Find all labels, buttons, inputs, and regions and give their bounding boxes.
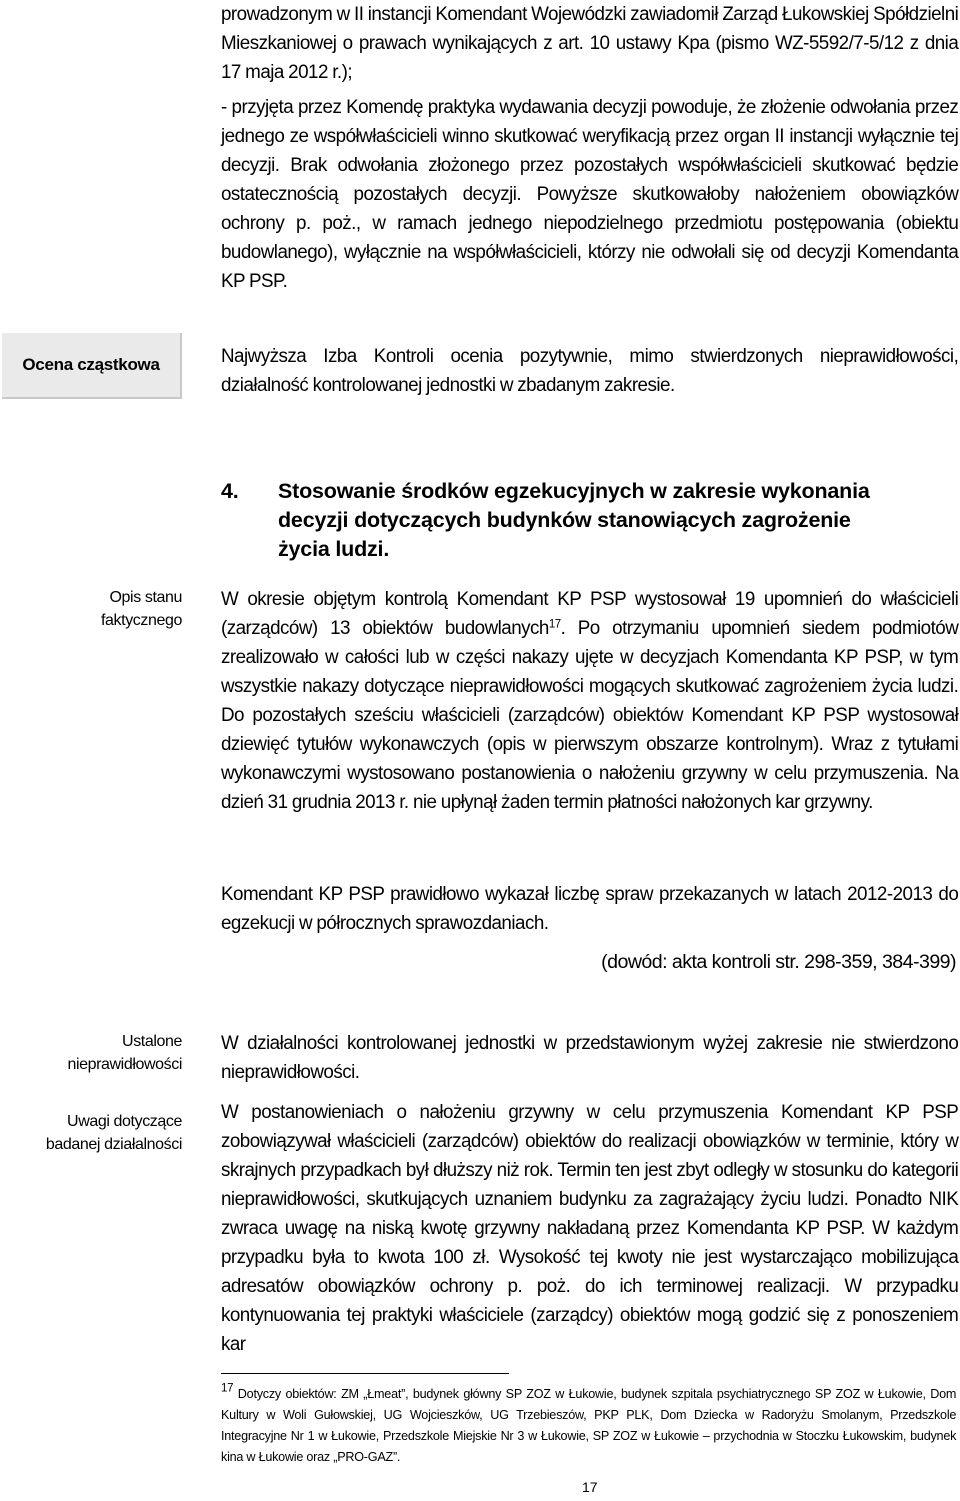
ocena-text: Najwyższa Izba Kontroli ocenia pozytywnie, mimo stwierdzonych nieprawidłowości, działalność kontrolowanej jednostki w zbadanym zakresie.	[221, 345, 959, 396]
uwagi-label-line-1: Uwagi dotyczące	[67, 1113, 182, 1130]
opis-paragraph-1a: W okresie objętym kontrolą Komendant KP PSP wystosował 19 upomnień do właścicieli (zarządców) 13 obiektów budowlanych	[221, 588, 959, 639]
paragraph-praktyka: - przyjęta przez Komendę praktyka wydawania decyzji powoduje, że złożenie odwołania przez jednego ze współwłaścicieli winno skutkować weryfikacją przez organ II instancji wyłącznie tej decyzji. Brak odwołania złożonego przez pozostałych współwłaścicieli skutkować będzie ostatecznością pozostałych decyzji. Powyższe skutkowałoby nałożeniem obowiązków ochrony p. poż., w ramach jednego niepodzielnego przedmiotu postępowania (obiektu budowlanego), wyłącznie na współwłaścicieli, którzy nie odwołali się od decyzji Komendanta KP PSP.	[221, 96, 959, 292]
uwagi-label-line-2: badanej działalności	[45, 1136, 182, 1153]
footnote-ref: 17	[548, 616, 561, 631]
opis-label	[2, 586, 182, 632]
opis-label-line-1: Opis stanu	[109, 589, 182, 606]
page-number: 17	[582, 1479, 598, 1495]
opis-paragraph-2: Komendant KP PSP prawidłowo wykazał liczbę spraw przekazanych w latach 2012-2013 do egzekucji w półrocznych sprawozdaniach.	[221, 883, 959, 934]
ocena-label: Ocena cząstkowa	[22, 355, 160, 374]
footnote-text: Dotyczy obiektów: ZM „Łmeat”, budynek główny SP ZOZ w Łukowie, budynek szpitala psychiatrycznego SP ZOZ w Łukowie, Dom Kultury w Woli Gułowskiej, UG Wojcieszków, UG Trzebieszów, PKP PLK, Dom Dziecka w Radoryżu Smolanym, Przedszkole Integracyjne Nr 1 w Łukowie, Przedszkole Miejskie Nr 3 w Łukowie, SP ZOZ w Łukowie – przychodnia w Stoczku Łukowskim, budynek kina w Łukowie oraz „PRO-GAZ”.	[221, 1386, 957, 1464]
section-title-line-1: Stosowanie środków egzekucyjnych w zakresie wykonania	[278, 479, 870, 503]
opis-paragraph-1b: . Po otrzymaniu upomnień siedem podmiotów zrealizowało w całości lub w części nakazy ujęte w decyzjach Komendanta KP PSP, w tym wszystkie nakazy dotyczące nieprawidłowości mogących skutkować zagrożeniem życia ludzi. Do pozostałych sześciu właścicieli (zarządców) obiektów Komendant KP PSP wystosował dziewięć tytułów wykonawczych (opis w pierwszym obszarze kontrolnym). Wraz z tytułami wykonawczymi wystosowano postanowienia o nałożeniu grzywny w celu przymuszenia. Na dzień 31 grudnia 2013 r. nie upłynął żaden termin płatności nałożonych kar grzywny.	[221, 617, 959, 813]
footnote-number: 17	[221, 1380, 234, 1395]
opis-paragraph-1	[221, 585, 958, 817]
ustalone-paragraph-1: W działalności kontrolowanej jednostki w przedstawionym wyżej zakresie nie stwierdzono nieprawidłowości.	[221, 1032, 959, 1083]
dowod-reference: (dowód: akta kontroli str. 298-359, 384-399)	[601, 951, 956, 973]
ocena-label-box	[2, 333, 182, 399]
section-title-line-2: decyzji dotyczących budynków stanowiących zagrożenie	[278, 508, 851, 532]
footnote	[221, 1380, 957, 1467]
opis-label-line-2: faktycznego	[101, 612, 182, 629]
ustalone-labels	[2, 1030, 182, 1156]
section-number: 4.	[221, 479, 239, 503]
section-title-line-3: życia ludzi.	[278, 537, 390, 561]
section-heading	[221, 477, 960, 564]
uwagi-paragraph: W postanowieniach o nałożeniu grzywny w celu przymuszenia Komendant KP PSP zobowiązywał właścicieli (zarządców) obiektów do realizacji obowiązków w terminie, który w skrajnych przypadkach był dłuższy niż rok. Termin ten jest zbyt odległy w stosunku do kategorii nieprawidłowości, skutkujących uznaniem budynku za zagrażający życiu ludzi. Ponadto NIK zwraca uwagę na niską kwotę grzywny nakładaną przez Komendanta KP PSP. W każdym przypadku była to kwota 100 zł. Wysokość tej kwoty nie jest wystarczająco mobilizująca adresatów obowiązków ochrony p. poż. do ich terminowej realizacji. W przypadku kontynuowania tej praktyki właściciele (zarządcy) obiektów mogą godzić się z ponoszeniem kar	[221, 1101, 959, 1355]
paragraph-intro: prowadzonym w II instancji Komendant Wojewódzki zawiadomił Zarząd Łukowskiej Spółdzielni Mieszkaniowej o prawach wynikających z art. 10 ustawy Kpa (pismo WZ-5592/7-5/12 z dnia 17 maja 2012 r.);	[221, 3, 959, 83]
footnote-separator	[221, 1373, 509, 1374]
ustalone-label-line-2: nieprawidłowości	[67, 1056, 182, 1073]
ustalone-label-line-1: Ustalone	[122, 1033, 182, 1050]
